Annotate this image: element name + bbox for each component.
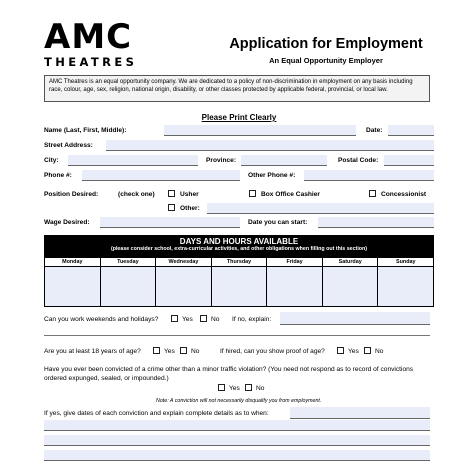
other-phone-label: Other Phone #: xyxy=(248,172,296,179)
day-name: Tuesday xyxy=(101,258,156,267)
amc-logo-subtext: THEATRES xyxy=(44,55,138,69)
concessionist-label: Concessionist xyxy=(381,191,427,198)
weekends-explain-label: If no, explain: xyxy=(232,316,272,323)
wage-field[interactable] xyxy=(100,217,240,228)
city-label: City: xyxy=(44,157,59,164)
day-name: Thursday xyxy=(212,258,267,267)
weekends-question: Can you work weekends and holidays? xyxy=(44,316,159,323)
other-position-label: Other: xyxy=(180,205,200,212)
other-phone-field[interactable] xyxy=(304,170,434,181)
box-office-label: Box Office Cashier xyxy=(261,191,320,198)
province-field[interactable] xyxy=(241,155,327,166)
day-availability-field[interactable] xyxy=(323,267,378,306)
schedule-subtitle: (please consider school, extra-curricular activities, and other obligations when filling out this section) xyxy=(110,246,368,252)
day-column-tuesday xyxy=(101,258,157,306)
city-field[interactable] xyxy=(68,155,198,166)
other-position-field[interactable] xyxy=(207,203,434,214)
proof-no-label: No xyxy=(375,348,384,355)
day-availability-field[interactable] xyxy=(212,267,267,306)
conviction-yes-label: Yes xyxy=(229,385,240,392)
day-availability-field[interactable] xyxy=(101,267,156,306)
start-date-label: Date you can start: xyxy=(248,219,308,226)
schedule-grid xyxy=(44,257,434,307)
conviction-details-line-2[interactable] xyxy=(44,435,430,446)
date-label: Date: xyxy=(366,127,383,134)
conviction-dates-question: If yes, give dates of each conviction and explain complete details as to when: xyxy=(44,410,269,417)
concessionist-checkbox[interactable] xyxy=(369,190,376,197)
age-yes-label: Yes xyxy=(164,348,175,355)
conviction-dates-field[interactable] xyxy=(290,407,430,419)
start-date-field[interactable] xyxy=(318,217,434,228)
name-field[interactable] xyxy=(164,125,356,136)
other-position-checkbox[interactable] xyxy=(168,204,175,211)
street-label: Street Address: xyxy=(44,142,93,149)
phone-field[interactable] xyxy=(82,170,240,181)
day-name: Monday xyxy=(45,258,100,267)
weekends-no-checkbox[interactable] xyxy=(200,315,207,322)
age-yes-checkbox[interactable] xyxy=(153,347,160,354)
day-column-saturday xyxy=(323,258,379,306)
day-column-friday xyxy=(267,258,323,306)
box-office-checkbox[interactable] xyxy=(249,190,256,197)
conviction-note: Note: A conviction will not necessarily disqualify you from employment. xyxy=(156,398,322,404)
weekends-no-label: No xyxy=(211,316,220,323)
day-name: Wednesday xyxy=(156,258,211,267)
name-hint: (Last, First, Middle): xyxy=(63,127,127,134)
amc-logo: AMC xyxy=(44,17,133,57)
age-no-label: No xyxy=(191,348,200,355)
conviction-details-line-1[interactable] xyxy=(44,420,430,431)
proof-yes-checkbox[interactable] xyxy=(337,347,344,354)
conviction-question: Have you ever been convicted of a crime other than a minor traffic violation? (You need not respond as to record of convictions ordered expunged, sealed, or impounded.) xyxy=(44,366,414,382)
day-column-wednesday xyxy=(156,258,212,306)
schedule-title: DAYS AND HOURS AVAILABLE xyxy=(179,237,299,246)
conviction-no-label: No xyxy=(256,385,265,392)
check-one-hint: (check one) xyxy=(118,191,155,198)
day-name: Saturday xyxy=(323,258,378,267)
schedule-header xyxy=(44,235,434,257)
weekends-yes-checkbox[interactable] xyxy=(171,315,178,322)
age-no-checkbox[interactable] xyxy=(180,347,187,354)
wage-label: Wage Desired: xyxy=(44,219,90,226)
conviction-no-checkbox[interactable] xyxy=(245,384,252,391)
day-name: Friday xyxy=(267,258,322,267)
conviction-details-line-3[interactable] xyxy=(44,450,430,461)
day-column-thursday xyxy=(212,258,268,306)
postal-label: Postal Code: xyxy=(338,157,379,164)
proof-no-checkbox[interactable] xyxy=(364,347,371,354)
name-label: Name (Last, First, Middle): xyxy=(44,127,127,134)
page-title: Application for Employment xyxy=(229,36,423,52)
weekends-explain-line[interactable] xyxy=(44,335,430,336)
date-field[interactable] xyxy=(388,125,434,136)
eeo-statement: AMC Theatres is an equal opportunity company. We are dedicated to a policy of non-discrimination in employment on any basis including race, colour, age, sex, religion, national origin, disability, or other classes protected by applicable federal, provincial, or local law. xyxy=(44,75,430,102)
conviction-yes-checkbox[interactable] xyxy=(218,384,225,391)
day-column-sunday xyxy=(378,258,433,306)
weekends-explain-field[interactable] xyxy=(280,312,430,325)
province-label: Province: xyxy=(206,157,237,164)
page-subtitle: An Equal Opportunity Employer xyxy=(269,56,383,65)
age-question: Are you at least 18 years of age? xyxy=(44,348,141,355)
section-title: Please Print Clearly xyxy=(201,113,277,122)
postal-field[interactable] xyxy=(384,155,434,166)
proof-yes-label: Yes xyxy=(348,348,359,355)
day-availability-field[interactable] xyxy=(378,267,433,306)
day-availability-field[interactable] xyxy=(156,267,211,306)
proof-age-question: If hired, can you show proof of age? xyxy=(220,348,325,355)
street-field[interactable] xyxy=(106,140,434,151)
day-availability-field[interactable] xyxy=(45,267,100,306)
day-name: Sunday xyxy=(378,258,433,267)
day-availability-field[interactable] xyxy=(267,267,322,306)
weekends-yes-label: Yes xyxy=(182,316,193,323)
phone-label: Phone #: xyxy=(44,172,72,179)
position-label: Position Desired: xyxy=(44,191,99,198)
usher-checkbox[interactable] xyxy=(168,190,175,197)
day-column-monday xyxy=(45,258,101,306)
usher-label: Usher xyxy=(180,191,199,198)
